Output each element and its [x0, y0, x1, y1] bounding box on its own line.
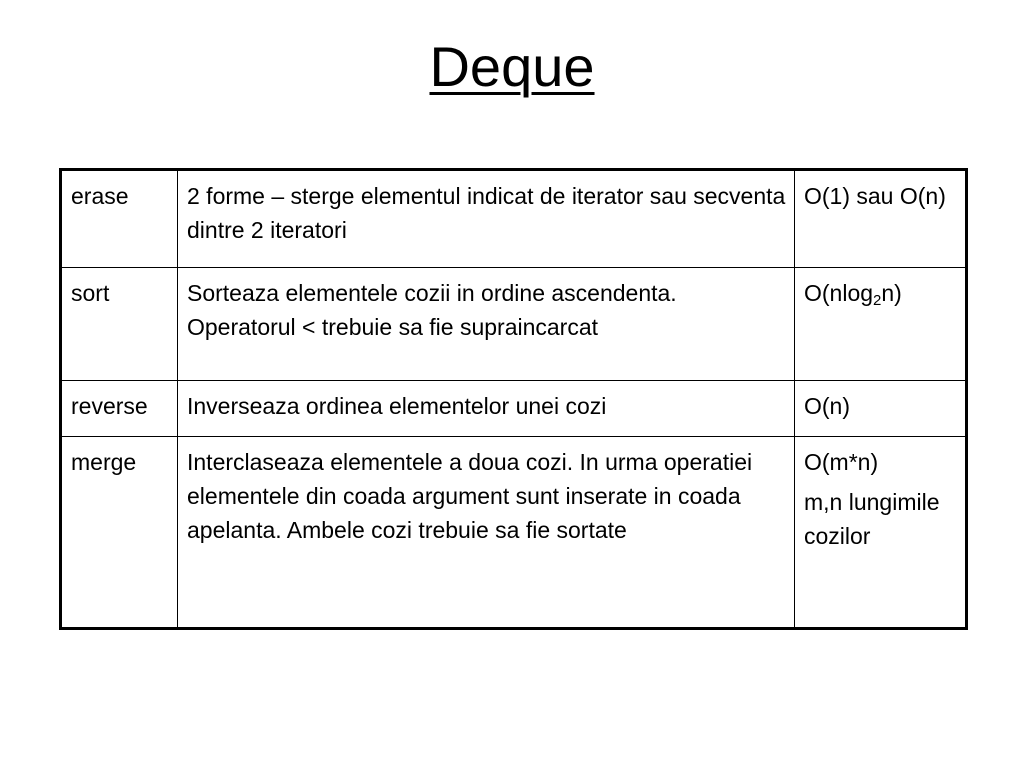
complexity-cell	[795, 437, 967, 629]
operation-cell: sort	[61, 268, 178, 381]
operation-cell: erase	[61, 170, 178, 268]
complexity-cell: O(1) sau O(n)	[795, 170, 967, 268]
description-cell: 2 forme – sterge elementul indicat de iterator sau secventa dintre 2 iteratori	[178, 170, 795, 268]
description-cell: Inverseaza ordinea elementelor unei cozi	[178, 381, 795, 437]
deque-operations-table	[59, 168, 968, 630]
table-row-erase	[61, 170, 967, 268]
table-row-reverse	[61, 381, 967, 437]
complexity-suffix: n)	[881, 280, 902, 306]
description-cell: Interclaseaza elementele a doua cozi. In urma operatiei elementele din coada argument sunt inserate in coada apelanta. Ambele cozi trebuie sa fie sortate	[178, 437, 795, 629]
table-row-sort	[61, 268, 967, 381]
table-row-merge	[61, 437, 967, 629]
operation-cell: merge	[61, 437, 178, 629]
complexity-cell	[795, 268, 967, 381]
complexity-subscript: 2	[873, 292, 882, 309]
complexity-value: O(m*n)	[804, 449, 879, 475]
complexity-cell: O(n)	[795, 381, 967, 437]
slide-title: Deque	[429, 35, 595, 98]
description-cell: Sorteaza elementele cozii in ordine ascendenta. Operatorul < trebuie sa fie supraincarcat	[178, 268, 795, 381]
complexity-note: m,n lungimile cozilor	[804, 489, 940, 549]
operation-cell: reverse	[61, 381, 178, 437]
complexity-prefix: O(nlog	[804, 280, 874, 306]
